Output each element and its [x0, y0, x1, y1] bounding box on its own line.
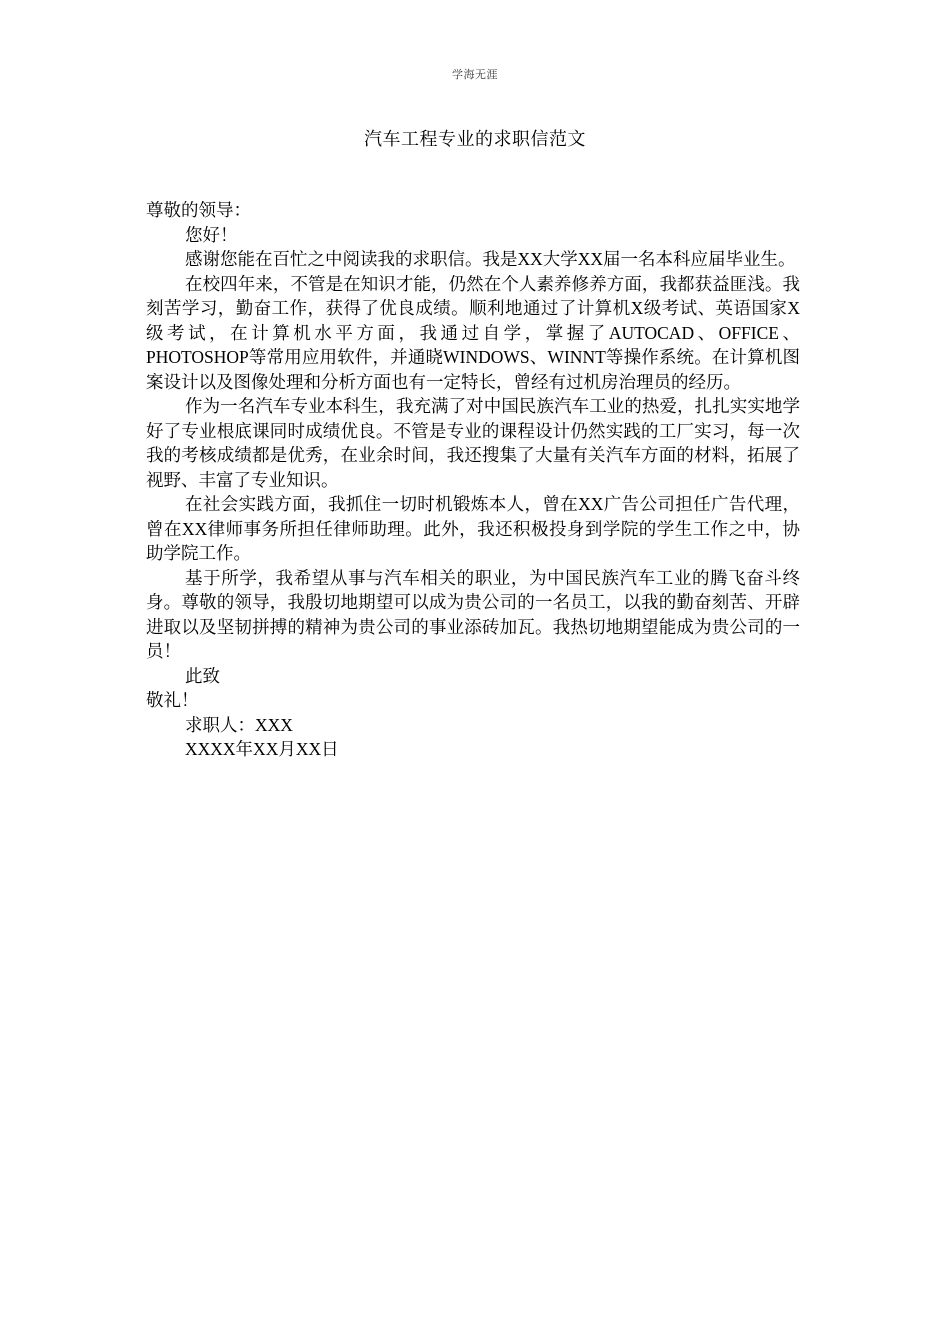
paragraph-major: 作为一名汽车专业本科生，我充满了对中国民族汽车工业的热爱，扎扎实实地学好了专业根底课同时成绩优良。不管是专业的课程设计仍然实践的工厂实习，每一次我的考核成绩都是优秀，在业余时间，我还搜集了大量有关汽车方面的材料，拓展了视野、丰富了专业知识。 [146, 396, 800, 490]
greeting: 您好！ [185, 224, 238, 245]
paragraph-aspiration: 基于所学，我希望从事与汽车相关的职业，为中国民族汽车工业的腾飞奋斗终身。尊敬的领导，我殷切地期望可以成为贵公司的一名员工，以我的勤奋刻苦、开辟进取以及坚韧拼搏的精神为贵公司的事业添砖加瓦。我热切地期望能成为贵公司的一员！ [146, 567, 800, 661]
closing-line-1: 此致 [185, 665, 220, 686]
page-header: 学海无涯 [452, 69, 498, 81]
signature: 求职人：XXX [185, 714, 293, 735]
paragraph-studies: 在校四年来，不管是在知识才能，仍然在个人素养修养方面，我都获益匪浅。我刻苦学习，勤奋工作，获得了优良成绩。顺利地通过了计算机X级考试、英语国家X级考试，在计算机水平方面，我通过自学，掌握了AUTOCAD、OFFICE、PHOTOSHOP等常用应用软件，并通晓WINDOWS、WINNT等操作系统。在计算机图案设计以及图像处理和分析方面也有一定特长，曾经有过机房治理员的经历。 [146, 273, 800, 392]
paragraph-practice: 在社会实践方面，我抓住一切时机锻炼本人，曾在XX广告公司担任广告代理，曾在XX律师事务所担任律师助理。此外，我还积极投身到学院的学生工作之中，协助学院工作。 [146, 494, 800, 563]
closing-line-2: 敬礼！ [146, 690, 199, 710]
date: XXXX年XX月XX日 [185, 739, 339, 759]
document-title: 汽车工程专业的求职信范文 [364, 129, 586, 149]
salutation: 尊敬的领导： [146, 200, 251, 220]
paragraph-thanks: 感谢您能在百忙之中阅读我的求职信。我是XX大学XX届一名本科应届毕业生。 [185, 249, 796, 269]
letter-body [146, 198, 800, 762]
